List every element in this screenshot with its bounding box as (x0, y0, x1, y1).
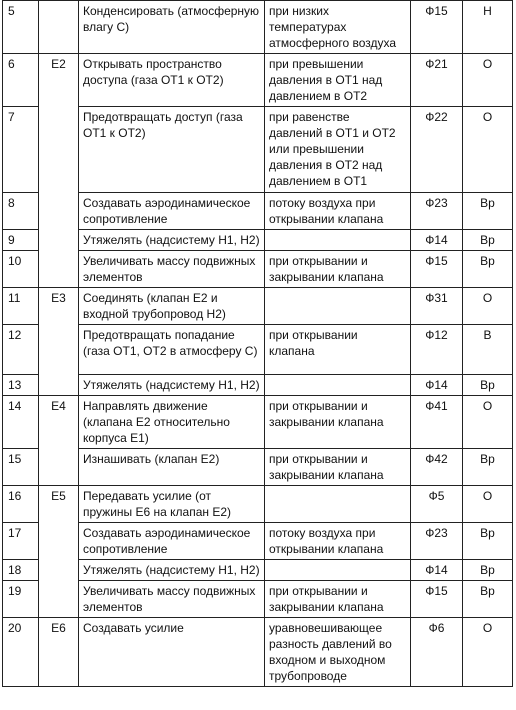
function-description: Соединять (клапан Е2 и входной трубопровод Н2) (79, 288, 265, 325)
function-description: Открывать пространство доступа (газа ОТ1 к ОТ2) (79, 54, 265, 107)
row-number: 6 (3, 54, 39, 107)
table-row (3, 486, 513, 523)
element-code: Е3 (39, 288, 79, 396)
function-rank: О (463, 288, 513, 325)
function-code: Ф22 (411, 107, 463, 193)
table-row (3, 193, 513, 230)
row-number: 11 (3, 288, 39, 325)
function-condition (265, 288, 411, 325)
function-code: Ф14 (411, 560, 463, 581)
function-code: Ф14 (411, 230, 463, 251)
function-rank: Вр (463, 560, 513, 581)
table-row (3, 523, 513, 560)
element-code: Е6 (39, 618, 79, 687)
function-condition: потоку воздуха при открывании клапана (265, 523, 411, 560)
row-number: 14 (3, 396, 39, 449)
element-code: Е4 (39, 396, 79, 486)
table-body (3, 1, 513, 687)
function-code: Ф41 (411, 396, 463, 449)
row-number: 13 (3, 375, 39, 396)
function-code: Ф15 (411, 581, 463, 618)
function-rank: В (463, 325, 513, 375)
function-rank: О (463, 618, 513, 687)
function-condition: при открывании и закрывании клапана (265, 251, 411, 288)
row-number: 17 (3, 523, 39, 560)
function-description: Создавать усилие (79, 618, 265, 687)
table-row (3, 581, 513, 618)
function-rank: О (463, 396, 513, 449)
function-rank: О (463, 107, 513, 193)
function-code: Ф31 (411, 288, 463, 325)
table-row (3, 230, 513, 251)
row-number: 19 (3, 581, 39, 618)
function-condition: при открывании и закрывании клапана (265, 396, 411, 449)
function-table (2, 0, 513, 687)
row-number: 5 (3, 1, 39, 54)
function-rank: О (463, 486, 513, 523)
function-condition (265, 560, 411, 581)
function-code: Ф5 (411, 486, 463, 523)
function-condition (265, 230, 411, 251)
function-code: Ф12 (411, 325, 463, 375)
function-code: Ф14 (411, 375, 463, 396)
element-code: Е2 (39, 54, 79, 288)
function-condition: потоку воздуха при открывании клапана (265, 193, 411, 230)
table-row (3, 107, 513, 193)
row-number: 15 (3, 449, 39, 486)
function-code: Ф23 (411, 523, 463, 560)
element-code: Е5 (39, 486, 79, 618)
function-condition: при открывании и закрывании клапана (265, 449, 411, 486)
table-row (3, 288, 513, 325)
function-code: Ф15 (411, 1, 463, 54)
table-row (3, 618, 513, 687)
table-row (3, 1, 513, 54)
function-code: Ф23 (411, 193, 463, 230)
table-row (3, 251, 513, 288)
row-number: 16 (3, 486, 39, 523)
function-description: Передавать усилие (от пружины Е6 на клапан Е2) (79, 486, 265, 523)
function-description: Утяжелять (надсистему Н1, Н2) (79, 375, 265, 396)
function-description: Предотвращать попадание (газа ОТ1, ОТ2 в атмосферу С) (79, 325, 265, 375)
row-number: 18 (3, 560, 39, 581)
function-description: Создавать аэродинамическое сопротивление (79, 523, 265, 560)
function-rank: Вр (463, 230, 513, 251)
function-condition: при открывании клапана (265, 325, 411, 375)
function-rank: Вр (463, 581, 513, 618)
function-condition: при открывании и закрывании клапана (265, 581, 411, 618)
function-description: Увеличивать массу подвижных элементов (79, 581, 265, 618)
function-description: Утяжелять (надсистему Н1, Н2) (79, 230, 265, 251)
function-description: Предотвращать доступ (газа ОТ1 к ОТ2) (79, 107, 265, 193)
function-description: Утяжелять (надсистему Н1, Н2) (79, 560, 265, 581)
function-rank: Н (463, 1, 513, 54)
row-number: 8 (3, 193, 39, 230)
function-rank: Вр (463, 375, 513, 396)
function-description: Изнашивать (клапан Е2) (79, 449, 265, 486)
element-code (39, 1, 79, 54)
row-number: 10 (3, 251, 39, 288)
function-rank: Вр (463, 251, 513, 288)
row-number: 7 (3, 107, 39, 193)
function-condition: при равенстве давлений в ОТ1 и ОТ2 или превышении давления в ОТ2 над давлением в ОТ1 (265, 107, 411, 193)
function-rank: Вр (463, 523, 513, 560)
function-rank: Вр (463, 449, 513, 486)
function-description: Конденсировать (атмосферную влагу С) (79, 1, 265, 54)
table-row (3, 396, 513, 449)
function-rank: Вр (463, 193, 513, 230)
table-row (3, 449, 513, 486)
function-condition (265, 486, 411, 523)
function-rank: О (463, 54, 513, 107)
table-row (3, 54, 513, 107)
function-description: Увеличивать массу подвижных элементов (79, 251, 265, 288)
function-condition (265, 375, 411, 396)
function-code: Ф6 (411, 618, 463, 687)
function-code: Ф42 (411, 449, 463, 486)
function-description: Направлять движение (клапана Е2 относительно корпуса Е1) (79, 396, 265, 449)
function-code: Ф15 (411, 251, 463, 288)
row-number: 20 (3, 618, 39, 687)
row-number: 9 (3, 230, 39, 251)
function-condition: уравновешивающее разность давлений во входном и выходном трубопроводе (265, 618, 411, 687)
function-code: Ф21 (411, 54, 463, 107)
function-condition: при превышении давления в ОТ1 над давлением в ОТ2 (265, 54, 411, 107)
table-row (3, 375, 513, 396)
table-row (3, 325, 513, 375)
function-description: Создавать аэродинамическое сопротивление (79, 193, 265, 230)
table-row (3, 560, 513, 581)
row-number: 12 (3, 325, 39, 375)
function-condition: при низких температурах атмосферного воздуха (265, 1, 411, 54)
